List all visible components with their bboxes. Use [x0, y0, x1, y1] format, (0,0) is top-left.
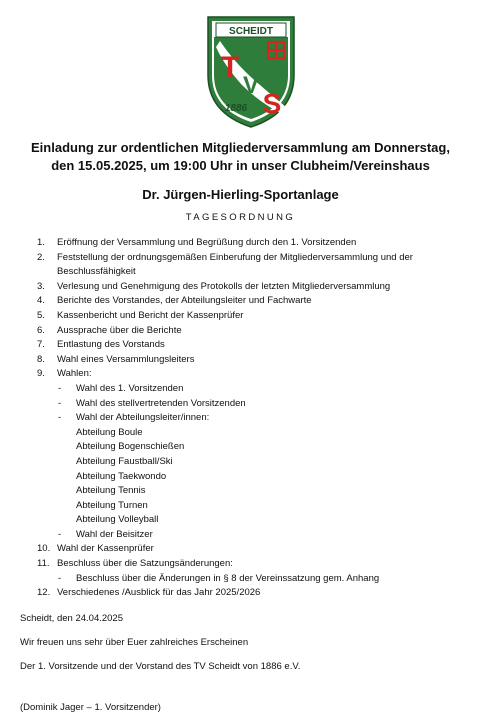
crest-letter-t: T — [220, 51, 240, 84]
closing-line: Wir freuen uns sehr über Euer zahlreiches Erscheinen — [20, 637, 249, 648]
agenda-list — [37, 236, 457, 601]
statute-item: - Beschluss über die Änderungen in § 8 der Vereinssatzung gem. Anhang — [58, 572, 380, 584]
agenda-item: 3. Verlesung und Genehmigung des Protokolls der letzten Mitgliederversammlung — [37, 280, 391, 292]
agenda-item-elections: 9. Wahlen: - Wahl des 1. Vorsitzenden - Wahl des stellvertretenden Vorsitzenden - Wahl der Abteilungsleiter/innen: Abteilung Boule Abteilung Bogenschießen Abteilung Faustball/Ski Abteilung Taekwondo Abteilung Tennis Abteilung Turnen Abteilung Volleyball - Wahl der Beisitzer — [37, 367, 457, 542]
department-item: Abteilung Volleyball — [76, 514, 159, 526]
elections-sublist — [57, 382, 457, 543]
department-item: Abteilung Boule — [76, 426, 143, 438]
agenda-item-statute: 11. Beschluss über die Satzungsänderungen: - Beschluss über die Änderungen in § 8 der Vereinssatzung gem. Anhang — [37, 557, 457, 586]
agenda-item: 12. Verschiedenes /Ausblick für das Jahr 2025/2026 — [37, 587, 261, 599]
agenda-item: 2. Feststellung der ordnungsgemäßen Einberufung der Mitgliederversammlung und der Beschlussfähigkeit — [37, 251, 413, 278]
departments-list — [76, 426, 457, 528]
signoff-line: Der 1. Vorsitzende und der Vorstand des TV Scheidt von 1886 e.V. — [20, 661, 301, 672]
agenda-heading: TAGESORDNUNG — [185, 212, 296, 223]
department-item: Abteilung Bogenschießen — [76, 441, 185, 453]
crest-year-text: 1886 — [224, 103, 248, 114]
crest-letter-s: S — [262, 88, 282, 119]
agenda-item: 4. Berichte des Vorstandes, der Abteilungsleiter und Fachwarte — [37, 295, 312, 307]
election-item: - Wahl der Beisitzer — [58, 528, 153, 540]
department-item: Abteilung Turnen — [76, 499, 148, 511]
agenda-item: 5. Kassenbericht und Bericht der Kassenprüfer — [37, 309, 244, 321]
agenda-item: 6. Aussprache über die Berichte — [37, 324, 182, 336]
club-crest-logo — [206, 15, 296, 129]
department-item: Abteilung Taekwondo — [76, 470, 167, 482]
place-date: Scheidt, den 24.04.2025 — [20, 613, 124, 624]
agenda-item: 8. Wahl eines Versammlungsleiters — [37, 353, 195, 365]
statute-sublist — [57, 572, 457, 587]
crest-letter-v: V — [242, 72, 260, 99]
election-item: - Wahl des 1. Vorsitzenden — [58, 382, 184, 394]
agenda-item: 7. Entlastung des Vorstands — [37, 339, 165, 351]
department-item: Abteilung Tennis — [76, 485, 146, 497]
crest-place-text: SCHEIDT — [229, 26, 273, 37]
agenda-item: 1. Eröffnung der Versammlung und Begrüßung durch den 1. Vorsitzenden — [37, 237, 357, 248]
agenda-item: 10. Wahl der Kassenprüfer — [37, 543, 154, 555]
venue-name: Dr. Jürgen-Hierling-Sportanlage — [142, 187, 339, 202]
election-item: - Wahl des stellvertretenden Vorsitzenden — [58, 397, 246, 409]
election-item: - Wahl der Abteilungsleiter/innen: Abteilung Boule Abteilung Bogenschießen Abteilung Faustball/Ski Abteilung Taekwondo Abteilung Tennis Abteilung Turnen Abteilung Volleyball — [57, 411, 457, 528]
department-item: Abteilung Faustball/Ski — [76, 455, 173, 467]
invitation-title: Einladung zur ordentlichen Mitgliederversammlung am Donnerstag, den 15.05.2025, um 19:00 Uhr in unser Clubheim/Vereinshaus — [31, 140, 450, 173]
signature-line: (Dominik Jager – 1. Vorsitzender) — [20, 702, 161, 713]
